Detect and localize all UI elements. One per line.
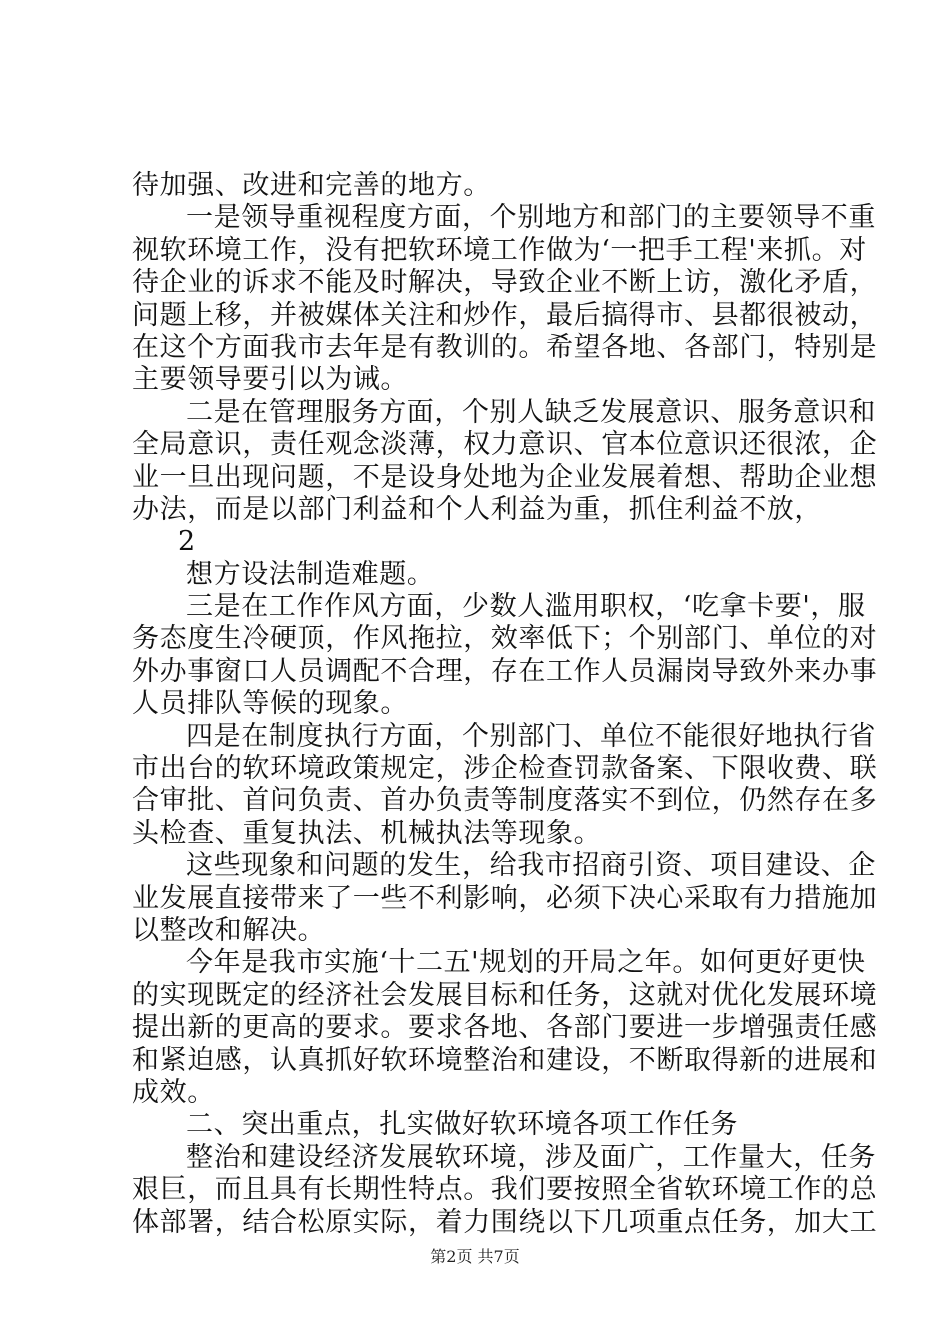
text-line: 办法，而是以部门利益和个人利益为重，抓住利益不放， bbox=[132, 493, 822, 525]
text-line: 市出台的软环境政策规定，涉企检查罚款备案、下限收费、联 bbox=[132, 753, 878, 785]
text-line: 提出新的更高的要求。要求各地、各部门要进一步增强责任感 bbox=[132, 1012, 878, 1044]
text-line: 合审批、首问负责、首办负责等制度落实不到位，仍然存在多 bbox=[132, 785, 878, 817]
text-line: 整治和建设经济发展软环境，涉及面广，工作量大，任务 bbox=[186, 1141, 876, 1173]
text-line: 一是领导重视程度方面，个别地方和部门的主要领导不重 bbox=[186, 202, 876, 234]
text-line: 头检查、重复执法、机械执法等现象。 bbox=[132, 817, 602, 849]
text-line: 全局意识，责任观念淡薄，权力意识、官本位意识还很浓，企 bbox=[132, 429, 878, 461]
page-footer: 第2页 共7页 bbox=[430, 1247, 520, 1266]
text-line: 今年是我市实施‘十二五'规划的开局之年。如何更好更快 bbox=[186, 947, 866, 979]
text-line: 二是在管理服务方面，个别人缺乏发展意识、服务意识和 bbox=[186, 396, 876, 428]
text-line: 视软环境工作，没有把软环境工作做为‘一把手工程'来抓。对 bbox=[132, 234, 867, 266]
text-line: 主要领导要引以为诫。 bbox=[132, 364, 408, 396]
text-line: 待加强、改进和完善的地方。 bbox=[132, 170, 491, 201]
text-line: 外办事窗口人员调配不合理，存在工作人员漏岗导致外来办事 bbox=[132, 655, 878, 687]
inline-page-number: 2 bbox=[178, 526, 196, 558]
text-line: 艰巨，而且具有长期性特点。我们要按照全省软环境工作的总 bbox=[132, 1174, 878, 1206]
text-line: 务态度生冷硬顶，作风拖拉，效率低下；个别部门、单位的对 bbox=[132, 623, 878, 655]
text-line: 业一旦出现问题，不是设身处地为企业发展着想、帮助企业想 bbox=[132, 461, 878, 493]
text-line: 在这个方面我市去年是有教训的。希望各地、各部门，特别是 bbox=[132, 331, 878, 363]
text-line: 三是在工作作风方面，少数人滥用职权，‘吃拿卡要'，服 bbox=[186, 591, 866, 623]
text-line: 业发展直接带来了一些不利影响，必须下决心采取有力措施加 bbox=[132, 882, 878, 914]
text-line: 想方设法制造难题。 bbox=[186, 558, 435, 590]
text-line: 四是在制度执行方面，个别部门、单位不能很好地执行省 bbox=[186, 720, 876, 752]
text-line: 人员排队等候的现象。 bbox=[132, 688, 408, 720]
text-line: 和紧迫感，认真抓好软环境整治和建设，不断取得新的进展和 bbox=[132, 1044, 878, 1076]
document-body bbox=[132, 170, 878, 1239]
text-line: 待企业的诉求不能及时解决，导致企业不断上访，激化矛盾， bbox=[132, 267, 878, 299]
section-heading: 二、突出重点，扎实做好软环境各项工作任务 bbox=[186, 1109, 738, 1141]
text-line: 这些现象和问题的发生，给我市招商引资、项目建设、企 bbox=[186, 850, 876, 882]
text-line: 的实现既定的经济社会发展目标和任务，这就对优化发展环境 bbox=[132, 979, 878, 1011]
text-line: 以整改和解决。 bbox=[132, 914, 326, 946]
text-line: 问题上移，并被媒体关注和炒作，最后搞得市、县都很被动， bbox=[132, 299, 878, 331]
text-line: 成效。 bbox=[132, 1076, 215, 1108]
text-line: 体部署，结合松原实际，着力围绕以下几项重点任务，加大工 bbox=[132, 1206, 878, 1238]
